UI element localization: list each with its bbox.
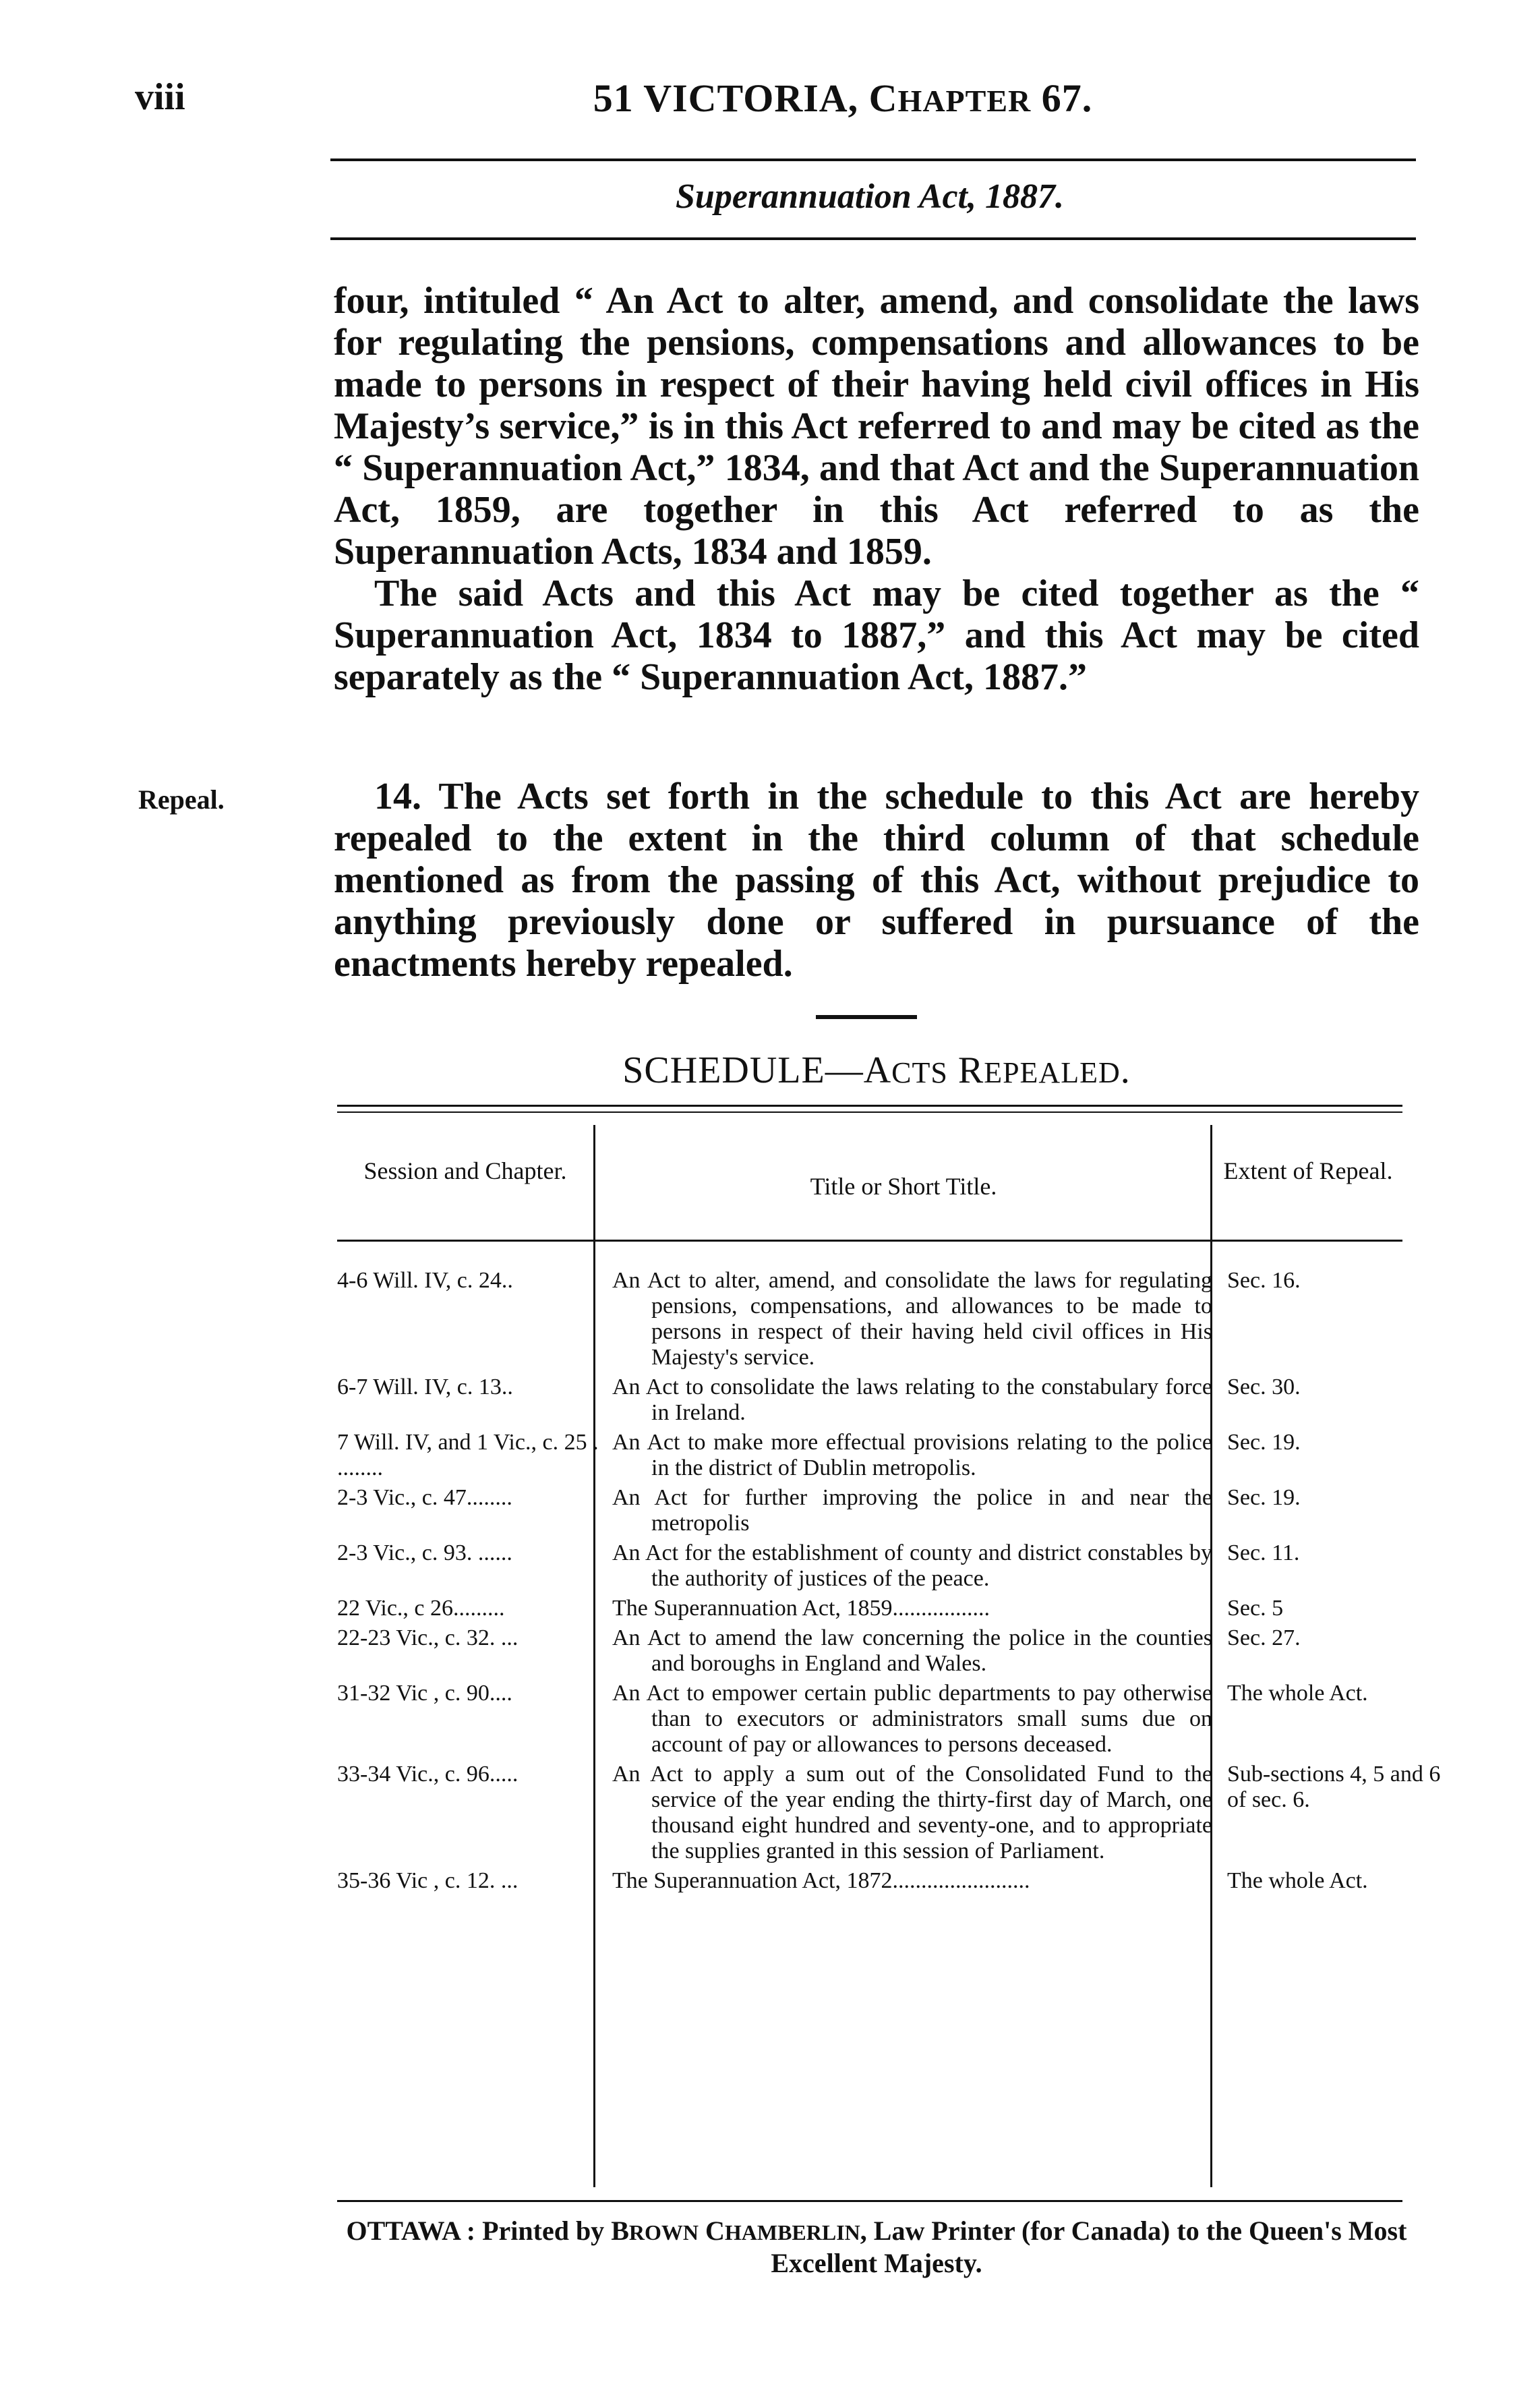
running-header-smallcaps: HAPTER [897, 84, 1032, 118]
table-row [337, 1596, 1443, 1621]
cell-title [605, 1625, 1219, 1677]
cell-title-text: The Superannuation Act, 1859................. [612, 1596, 990, 1621]
table-row [337, 1485, 1443, 1536]
imprint-printer-rown: ROWN [628, 2220, 699, 2245]
imprint-printer-c: C [698, 2216, 725, 2246]
section-number: 14. [374, 776, 421, 817]
imprint-printer-hamberlin: HAMBERLIN [724, 2220, 860, 2245]
act-subtitle: Superannuation Act, 1887. [675, 177, 1064, 216]
cell-session: 33-34 Vic., c. 96..... [337, 1762, 519, 1787]
cell-extent: Sec. 5 [1227, 1596, 1284, 1621]
cell-title-text: An Act to alter, amend, and consolidate the laws for regulating pensions, compensations, and allowances to be made to persons in respect of their having held civil offices in His Majesty's service. [612, 1268, 1212, 1370]
cell-title [605, 1681, 1219, 1758]
running-header-number: 67. [1031, 76, 1093, 120]
cell-title [605, 1430, 1219, 1481]
imprint-part-2: , Law Printer (for Canada) to the Queen's Most Excellent Majesty. [771, 2216, 1407, 2278]
margin-note-repeal: Repeal. [138, 784, 225, 815]
body-paragraph-1: four, intituled “ An Act to alter, amend, and consolidate the laws for regulating the pensions, compensations and allowances to be made to persons in respect of their having held civil offices in His Majesty’s service,” is in this Act referred to and may be cited as the “ Superannuation Act,” 1834, and that Act and the Superannuation Act, 1859, are together in this Act referred to as the Superannuation Acts, 1834 and 1859. [334, 280, 1419, 573]
schedule-title-small-2: EPEALED [984, 1056, 1121, 1089]
imprint-part-1: OTTAWA : Printed by [346, 2216, 612, 2246]
table-header-rule [337, 1240, 1402, 1242]
running-header-main: 51 VICTORIA, C [593, 76, 898, 120]
cell-extent: Sec. 16. [1227, 1268, 1301, 1293]
table-row [337, 1375, 1443, 1426]
section-divider [816, 1015, 917, 1019]
cell-title [605, 1762, 1219, 1864]
body-text [334, 280, 1419, 698]
cell-title-text: An Act to amend the law concerning the police in the counties and boroughs in England and Wales. [612, 1625, 1212, 1676]
cell-session: 22 Vic., c 26......... [337, 1596, 505, 1621]
schedule-title-mid: R [947, 1049, 984, 1091]
printer-imprint [330, 2216, 1423, 2279]
cell-title-text: An Act for further improving the police in and near the metropolis [612, 1485, 1212, 1536]
body-paragraph-2: The said Acts and this Act may be cited together as the “ Superannuation Act, 1834 to 1887,” and this Act may be cited separately as the “ Superannuation Act, 1887.” [334, 573, 1419, 698]
cell-title [605, 1596, 1219, 1621]
schedule-table [337, 1268, 1443, 1898]
cell-title-text: An Act to empower certain public departments to pay otherwise than to executors or administrators small sums due on account of pay or allowances to persons deceased. [612, 1681, 1212, 1757]
cell-extent: The whole Act. [1227, 1681, 1368, 1706]
schedule-title-main: SCHEDULE—A [622, 1049, 892, 1091]
cell-title [605, 1868, 1219, 1894]
cell-title-text: An Act to make more effectual provisions relating to the police in the district of Dublin metropolis. [612, 1430, 1212, 1480]
header-rule-top [330, 158, 1416, 161]
schedule-title [334, 1049, 1419, 1092]
cell-extent: Sub-sections 4, 5 and 6 of sec. 6. [1227, 1762, 1441, 1812]
cell-title-text: The Superannuation Act, 1872........................ [612, 1868, 1030, 1893]
cell-title-text: An Act to apply a sum out of the Consolidated Fund to the service of the year ending the thirty-first day of March, one thousand eight hundred and seventy-one, and to appropriate the supplies granted in this session of Parliament. [612, 1762, 1212, 1863]
cell-title [605, 1485, 1219, 1536]
table-row [337, 1268, 1443, 1370]
cell-session: 2-3 Vic., c. 93. ...... [337, 1540, 512, 1565]
table-rule-top-2 [337, 1111, 1402, 1113]
table-row [337, 1868, 1443, 1894]
page-number: viii [135, 76, 185, 118]
running-header [270, 76, 1416, 121]
schedule-title-small-1: CTS [891, 1056, 948, 1089]
cell-extent: Sec. 19. [1227, 1430, 1301, 1455]
cell-title [605, 1375, 1219, 1426]
cell-extent: Sec. 27. [1227, 1625, 1301, 1650]
column-header-title: Title or Short Title. [810, 1173, 997, 1200]
cell-extent: Sec. 30. [1227, 1375, 1301, 1399]
table-row [337, 1540, 1443, 1592]
header-rule-bottom [330, 237, 1416, 240]
table-row [337, 1430, 1443, 1481]
imprint-printer-b: B [611, 2216, 629, 2246]
cell-session: 2-3 Vic., c. 47........ [337, 1485, 512, 1510]
table-row [337, 1762, 1443, 1864]
cell-extent: Sec. 11. [1227, 1540, 1300, 1565]
table-rule-top-1 [337, 1105, 1402, 1107]
section-text: The Acts set forth in the schedule to this Act are hereby repealed to the extent in the third column of that schedule mentioned as from the passing of this Act, without prejudice to anything previously done or suffered in pursuance of the enactments hereby repealed. [334, 776, 1419, 985]
cell-title [605, 1268, 1219, 1370]
cell-title [605, 1540, 1219, 1592]
column-header-session: Session and Chapter. [363, 1157, 567, 1184]
schedule-title-end: . [1120, 1049, 1131, 1091]
cell-title-text: An Act to consolidate the laws relating to the constabulary force in Ireland. [612, 1375, 1212, 1425]
cell-session: 6-7 Will. IV, c. 13.. [337, 1375, 513, 1399]
cell-session: 31-32 Vic , c. 90.... [337, 1681, 512, 1706]
table-rule-bottom [337, 2200, 1402, 2202]
cell-title-text: An Act for the establishment of county and district constables by the authority of justices of the peace. [612, 1540, 1212, 1591]
cell-session: 35-36 Vic , c. 12. ... [337, 1868, 519, 1893]
cell-session: 4-6 Will. IV, c. 24.. [337, 1268, 513, 1293]
section-14 [334, 776, 1419, 985]
cell-session: 7 Will. IV, and 1 Vic., c. 25 . ........ [337, 1430, 605, 1480]
table-row [337, 1681, 1443, 1758]
table-row [337, 1625, 1443, 1677]
cell-extent: The whole Act. [1227, 1868, 1368, 1893]
column-header-extent: Extent of Repeal. [1223, 1157, 1393, 1184]
cell-session: 22-23 Vic., c. 32. ... [337, 1625, 519, 1650]
cell-extent: Sec. 19. [1227, 1485, 1301, 1510]
